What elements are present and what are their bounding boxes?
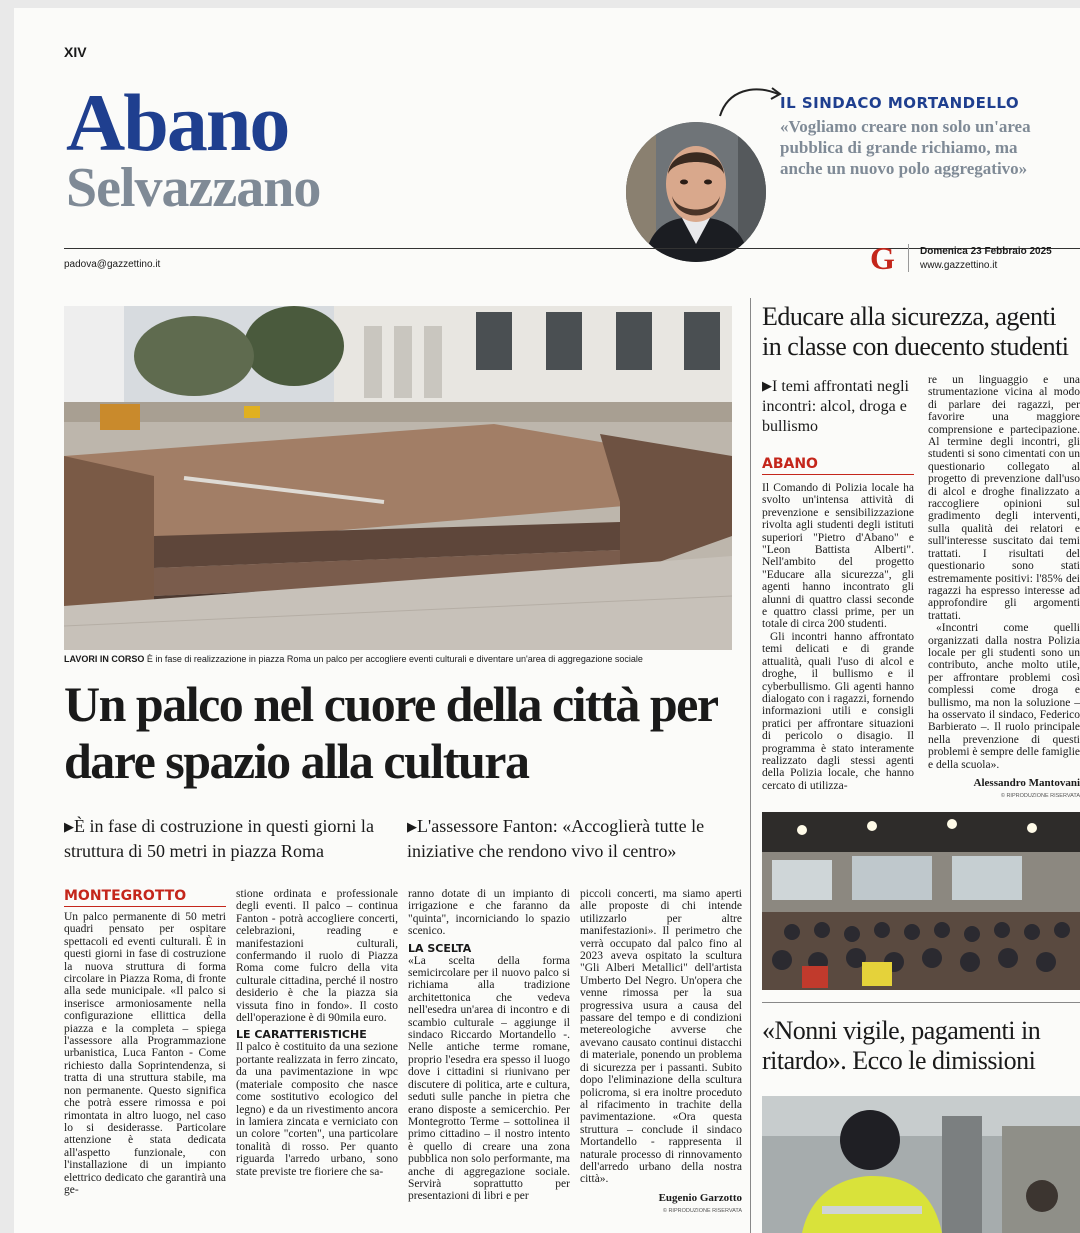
side-paragraph: re un linguaggio e una strumentazione vicina al modo di parlare dei ragazzi, per favorire una maggiore comprensione e partecipazione. Al termine degli incontri, gli studenti si sono cimentati con un questionario collegato al progetto di prevenzione dall'uso di alcol e droghe finalizzato a raccogliere opinioni sul gradimento degli interventi, sulla qualità dei relatori e sull'interesse suscitato dai temi trattati. I risultati del questionario sono stati estremamente positivi: l'85% dei ragazzi ha espresso interesse ad approfondire gli argomenti trattati. [928,374,1080,622]
classroom-photo [762,812,1080,990]
article-paragraph: stione ordinata e professionale degli eventi. Il palco – continua Fanton - potrà accogliere concerti, celebrazioni, reading e manifestazioni culturali, confermando il ruolo di Piazza Roma come fulcro della vita culturale cittadina, perché il nostro desiderio è che la piazza sia vissuta fino in fondo». Il costo dell'operazione è di 90mila euro. [236,888,398,1025]
column-divider [750,298,751,1233]
crossing-guard-photo [762,1096,1080,1233]
article-column-4 [580,888,742,1214]
triangle-bullet-icon: ▶ [407,819,417,834]
issue-date: Domenica 23 Febbraio 2025 [920,246,1052,257]
caption-label: LAVORI IN CORSO [64,654,145,664]
article-column-1 [64,888,226,1196]
side-column-1 [762,482,914,792]
side-subheadline [762,376,917,437]
main-headline: Un palco nel cuore della città per dare spazio alla cultura [64,676,717,789]
website-link[interactable]: www.gazzettino.it [920,260,998,271]
side-subheadline-text: I temi affrontati negli incontri: alcol, droga e bullismo [762,378,909,435]
side-signature: Alessandro Mantovani [973,777,1080,789]
side-paragraph: «Incontri come quelli organizzati dalla nostra Polizia locale per gli studenti sono un contributo, anche molto utile, per affrontare problemi così complessi come droga e bullismo, ma non la soluzione – ha osservato il sindaco, Federico Barbierato –. Il ruolo principale nella prevenzione di questi problemi è sempre delle famiglie e della scuola». [928,622,1080,771]
section-divider [762,1002,1080,1003]
stage-photo [64,306,732,650]
quote-text: «Vogliamo creare non solo un'area pubblica di grande richiamo, ma anche un nuovo polo aggregativo» [780,117,1031,178]
gazzettino-logo: G [870,240,895,276]
side-copyright-note: © RIPRODUZIONE RISERVATA [1000,793,1080,799]
email-link[interactable]: padova@gazzettino.it [64,259,161,270]
article-paragraph: Un palco permanente di 50 metri quadri pensato per ospitare spettacoli ed eventi culturali. È in questi giorni in fase di costruzione la nuova struttura di forma circolare in Piazza Roma, di fronte alla sede municipale. «Il palco si inserisce armoniosamente nella configurazione ellittica della piazza e la completa – spiega l'assessore alla Programmazione urbanistica, Luca Fanton - Come richiesto dalla Soprintendenza, si tratta di una struttura stabile, ma non permanente. Questo significa che potrà essere rimossa e poi rimontata in altro luogo, nel caso lo si desiderasse. Particolare attenzione è stata dedicata all'aspetto funzionale, con l'installazione di un impianto elettrico dedicato che garantirà una ge- [64,911,226,1196]
section-title-selvazzano: Selvazzano [66,157,321,219]
bottom-headline: «Nonni vigile, pagamenti in ritardo». Ecco le dimissioni [762,1016,1041,1075]
arrow-icon [714,80,786,120]
triangle-bullet-icon: ▶ [762,378,772,393]
article-paragraph: ranno dotate di un impianto di irrigazione e che faranno da "quinta", incorniciando lo spazio scenico. [408,888,570,938]
copyright-note: © RIPRODUZIONE RISERVATA [662,1207,742,1214]
side-paragraph: Gli incontri hanno affrontato temi delicati e di grande attualità, quali l'uso di alcol e droghe, il bullismo e il cyberbullismo. Gli agenti hanno dialogato con i ragazzi, fornendo informazioni utili e consigli pratici per affrontare situazioni di pericolo o disagio. Il programma è stato interamente realizzato dagli stessi agenti della Polizia locale, che hanno cercato di utilizza- [762,630,914,792]
article-subhead: LE CARATTERISTICHE [236,1028,367,1042]
article-subhead: LA SCELTA [408,941,472,955]
side-kicker: ABANO [762,456,914,475]
article-paragraph: «La scelta della forma semicircolare per il nuovo palco si richiama alla tradizione architettonica che vedeva nell'esedra un'area di incontro e di scambio culturale – aggiunge il sindaco Riccardo Mortandello -. Nelle antiche terme romane, proprio l'esedra era spesso il luogo dove i cittadini si riunivano per discutere di politica, arte e cultura, seduti sulle panche in pietra che erano disposte a semicerchio. Per Montegrotto Terme – sottolinea il primo cittadino – il nostro intento è quello di creare una zona pubblica non solo performante, ma anche di aggregazione sociale. Servirà soprattutto per presentazioni di libri e per [408,954,570,1203]
article-paragraph: Il palco è costituito da una sezione portante realizzata in ferro zincato, da una pavimentazione in wpc (materiale composito che nasce come sostitutivo ecologico del legno) e da un rivestimento ancora in lamiera zincata e verniciato con un colore "corten", una particolare tonalità di rosso. Per quanto riguarda l'arredo urbano, sono state previste tre fioriere che sa- [236,1041,398,1178]
subheadline-right [407,814,747,863]
side-paragraph: Il Comando di Polizia locale ha svolto un'intensa attività di prevenzione e sensibilizzazione rivolta agli studenti degli istituti superiori "Pietro d'Abano" e "Leon Battista Alberti". Nell'ambito del progetto "Educare alla sicurezza", gli agenti hanno incontrato gli alunni di quattro classi seconde e quattro classi prime, per un totale di circa 200 studenti. [762,482,914,631]
logo-separator [908,244,909,272]
quote-label: IL SINDACO MORTANDELLO [780,94,1020,112]
page-number: XIV [64,44,87,60]
article-signature: Eugenio Garzotto [658,1191,742,1204]
subheadline-left [64,814,404,863]
article-column-3 [408,888,570,1203]
article-paragraph: piccoli concerti, ma siamo aperti alle proposte di chi intende utilizzarlo per altre manifestazioni». Il perimetro che verrà occupato dal palco fino al 2023 aveva ospitato la scultura "Gli Alberi Metallici" dell'artista Umberto Del Negro. Un'opera che venne rimossa per la sua progressiva usura a causa del passare del tempo e di condizioni metereologiche avverse che avevano causato continui distacchi di materiale, ponendo un problema di sicurezza per i passanti. Subito dopo l'eliminazione della scultura policroma, si era inoltre proceduto al rifacimento in trachite della pavimentazione. «Ora questa struttura – conclude il sindaco Mortandello - rappresenta il naturale processo di rinnovamento dell'arredo urbano della nostra città». [580,888,742,1186]
side-column-2 [928,374,1080,799]
subheadline-left-text: È in fase di costruzione in questi giorni la struttura di 50 metri in piazza Roma [64,816,374,861]
section-title-abano: Abano [66,77,289,168]
article-kicker: MONTEGROTTO [64,888,226,907]
triangle-bullet-icon: ▶ [64,819,74,834]
caption-text: È in fase di realizzazione in piazza Roma un palco per accogliere eventi culturali e diventare un'area di aggregazione sociale [144,654,643,664]
photo-caption [64,654,744,664]
article-column-2 [236,888,398,1178]
mayor-portrait [626,122,766,262]
side-headline: Educare alla sicurezza, agenti in classe con duecento studenti [762,302,1069,361]
subheadline-right-text: L'assessore Fanton: «Accoglierà tutte le iniziative che rendono vivo il centro» [407,816,705,861]
side-kicker-wrap [762,456,914,479]
newspaper-page [14,8,1080,1233]
